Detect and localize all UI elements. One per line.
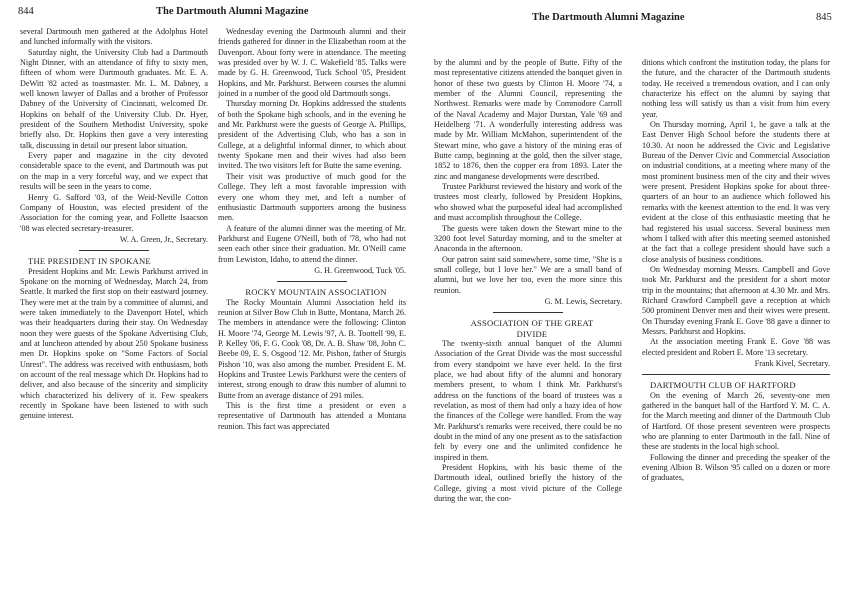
paragraph: by the alumni and by the people of Butte. Fifty of the most representative citizens attended the banquet given in honor of these two guests by Clinton H. Moore '74, a member of the Alumni Council, representing the Northwest. Remarks were made by Commodore Carroll of the Naval Academy and Major Durstan, Yale '69 and Heidelberg '71. A wonderfully interesting address was made by Mr. William McMahon, superintendent of the Stewart mine, who gave a history of the mining eras of Butte camp, beginning at the gold, then the silver stage, 1852 to 1876, then the copper era from 1893. Later the zinc and manganese developments were described.	[434, 58, 622, 181]
page-number-left: 844	[18, 6, 34, 17]
paragraph: Thursday morning Dr. Hopkins addressed the students of both the Spokane high schools, and in the evening he and Mr. Parkhurst were the guests of George A. Phillips, president of the Advertising Club, who has a son in College, at a delightful informal dinner, to which about twenty Spokane men and their wives had also been invited. The two visitors left for Butte the same evening.	[218, 99, 406, 171]
right-page	[426, 0, 852, 600]
section-heading-rocky-mountain: ROCKY MOUNTAIN ASSOCIATION	[245, 287, 387, 298]
signature: G. H. Greenwood, Tuck '05.	[314, 265, 406, 275]
running-title-left: The Dartmouth Alumni Magazine	[156, 6, 309, 17]
section-heading-great-divide-line2: DIVIDE	[516, 328, 548, 339]
paragraph: At the association meeting Frank E. Gove '88 was elected president and Robert E. More '13 secretary.	[642, 337, 830, 357]
paragraph: On Wednesday morning Messrs. Campbell and Gove took Mr. Parkhurst and the president for a short motor trip in the mountains; that afternoon at 4.30 Mr. and Mrs. Richard Crawford Campbell gave a reception at which 500 prominent Denver men and their wives were present. On Thursday evening Frank E. Gove '88 gave a dinner to Messrs. Parkhurst and Hopkins.	[642, 264, 830, 336]
paragraph: Following the dinner and preceding the speaker of the evening Albion B. Wilson '95 called on a dozen or more of graduates,	[642, 452, 830, 483]
paragraph: President Hopkins, with his basic theme of the Dartmouth ideal, outlined briefly the history of the College, giving a most vivid picture of the College during the war, the con-	[434, 463, 622, 504]
running-title-right: The Dartmouth Alumni Magazine	[532, 12, 685, 23]
paragraph: Wednesday evening the Dartmouth alumni and their friends gathered for dinner in the Elizabethan room at the Davenport. About forty were in attendance. The meeting was presided over by W. J. C. Wakefield '85. Talks were made by G. H. Greenwood, Tuck School '05, President Hopkins, and Mr. Parkhurst. Between courses the alumni joined in a number of the good old Dartmouth songs.	[218, 27, 406, 99]
column-3	[434, 58, 622, 504]
column-1	[20, 27, 208, 422]
signature: W. A. Green, Jr., Secretary.	[119, 234, 208, 244]
column-4	[642, 58, 830, 484]
section-heading-spokane: THE PRESIDENT IN SPOKANE	[28, 256, 151, 267]
paragraph: A feature of the alumni dinner was the meeting of Mr. Parkhurst and Eugene O'Neill, both of '78, who had not seen each other since their graduation. Mr. O'Neill came from Lewiston, Idaho, to attend the dinner.	[218, 223, 406, 264]
paragraph: Saturday night, the University Club had a Dartmouth Night Dinner, with an attendance of fifty to sixty men, fifteen of whom were Dartmouth graduates. Mr. E. A. DeWitt '82 acted as toastmaster. Mr. L. M. Dabney, a well known lawyer of Dallas and a brother of Professor Dabney of the University of Cincinnati, welcomed Dr. Hopkins on behalf of the University Club. Dr. Hyer, president of the Southern Methodist University, spoke briefly also. Dr. Hopkins then gave a very interesting talk, discussing in detail our present labor situation.	[20, 47, 208, 150]
signature: Frank Kivel, Secretary.	[754, 358, 830, 368]
section-heading-great-divide: ASSOCIATION OF THE GREAT	[470, 318, 594, 329]
paragraph: President Hopkins and Mr. Lewis Parkhurst arrived in Spokane on the morning of Wednesday, March 24, from Seattle. It marked the first stop on their eastward journey. They were met at the train by a committee of alumni, and were taken immediately to the Davenport Hotel, which was their headquarters during their stay. On Wednesday noon they were guests of the Spokane Advertising Club, and at luncheon attended by about 250 Spokane business men Dr. Hopkins spoke on "Some Factors of Social Unrest". The address was received with enthusiasm, both on account of the real message which Dr. Hopkins had to deliver, and also because of the sincerity and simplicity which characterized his delivery of it. Few speakers recently in Spokane have been listened to with such genuine interest.	[20, 266, 208, 421]
paragraph: Trustee Parkhurst reviewed the history and work of the trustees most clearly, followed by President Hopkins, who showed what the purposeful ideal had accomplished and must accomplish throughout the College.	[434, 182, 622, 223]
paragraph: This is the first time a president or even a representative of Dartmouth has attended a Montana reunion. This fact was appreciated	[218, 401, 406, 431]
paragraph: Every paper and magazine in the city devoted considerable space to the event, and Dartmouth was put on the map in a very forceful way, and we expect that results will be seen in the years to come.	[20, 151, 208, 192]
paragraph: On the evening of March 26, seventy-one men gathered in the banquet hall of the Hartford Y. M. C. A. for the March meeting and dinner of the Dartmouth Club of Hartford. Of those present seventeen were prospects who are planning to enter Dartmouth in the fall. Nine of these are students in the local high school.	[642, 390, 830, 452]
signature: G. M. Lewis, Secretary.	[544, 296, 622, 306]
paragraph: several Dartmouth men gathered at the Adolphus Hotel and lunched informally with the visitors.	[20, 27, 208, 47]
paragraph: The guests were taken down the Stewart mine to the 3200 foot level Saturday morning, and to the smelter at Anaconda in the afternoon.	[434, 223, 622, 254]
paragraph: The twenty-sixth annual banquet of the Alumni Association of the Great Divide was the most successful from every standpoint we have ever held. In the first place, we had about fifty of the alumni and honorary members present, to whom I think Mr. Parkhurst's address on the functions of the board of trustees was a revelation, as most of them had only a hazy idea of how the finances of the College were handled. From the way Mr. Parkhurst's remarks were received, there could be no doubt in the mind of any one present as to the satisfaction felt by every one and the unlimited confidence he inspired in them.	[434, 338, 622, 462]
page-number-right: 845	[816, 12, 832, 23]
section-divider	[277, 281, 347, 282]
section-heading-hartford: DARTMOUTH CLUB OF HARTFORD	[650, 380, 796, 391]
paragraph: On Thursday morning, April 1, he gave a talk at the East Denver High School before the students there at 10.30. At noon he addressed the Civic and Legislative Bureau of the Denver Civic and Commercial Association on industrial conditions, at a meeting where many of the most prominent business men of the city and their wives were present. President Hopkins spoke for about three-quarters of an hour to an audience which followed his remarks with the keenest attention to the end. It was very evident at the close of this enthusiastic meeting that he had registered his usual success. Several business men whom I talked with after this meeting seemed astonished at the fact that a college president should have such a close analysis of business conditions.	[642, 120, 830, 264]
section-divider	[493, 312, 563, 313]
paragraph: Their visit was productive of much good for the College. They left a most favorable impression with every one whom they met, and left a number of enthusiastic Dartmouth supporters among the business men.	[218, 171, 406, 223]
section-divider	[642, 374, 830, 375]
paragraph: The Rocky Mountain Alumni Association held its reunion at Silver Bow Club in Butte, Montana, March 26. The members in attendance were the following: Clinton H. Moore '74, George M. Lewis '97, A. B. Toottell '99, E. P. Kelley '06, F. G. Cook '08, Dr. A. B. Shaw '08, John C. Beebe 09, E. S. Osgood '12. Mr. Pishon, father of Sturgis Pishon '10, was also among the number. President E. M. Hopkins and Trustee Lewis Parkhurst were the centers of interest, strong enough to draw this number of alumni to Butte from an average distance of 291 miles.	[218, 297, 406, 400]
column-2	[218, 27, 406, 432]
paragraph: Henry G. Safford '03, of the Weid-Neville Cotton Company of Houston, was elected president of the Association for the coming year, and Follette Isaacson '08 was elected secretary-treasurer.	[20, 192, 208, 233]
section-divider	[79, 250, 149, 251]
paragraph: Our patron saint said somewhere, some time, "She is a small college, but I love her." We are a small band of alumni, but we love her too, even the more since this reunion.	[434, 254, 622, 295]
paragraph: ditions which confront the institution today, the plans for the future, and the character of the Dartmouth students today. He received a tremendous ovation, and I can only characterize his effect on the alumni by saying that nothing less will satisfy us than a visit from him every year.	[642, 58, 830, 119]
